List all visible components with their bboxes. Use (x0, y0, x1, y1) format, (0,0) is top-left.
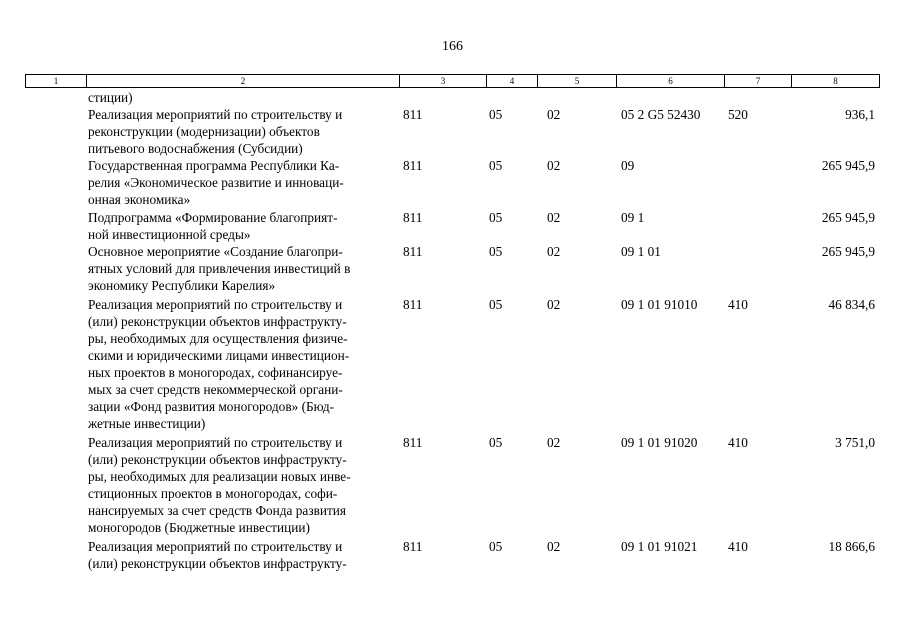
row-grbs: 811 (403, 107, 423, 122)
row-name: Реализация мероприятий по строительству и (или) реконструкции объектов инфраструкту- ры, необходимых для реализации новых инве- стиционных проектов в моногородах, софи- нансируемых за счет средств Фонда развития моногородов (Бюджетные инвестиции) (88, 435, 351, 535)
row-name: Реализация мероприятий по строительству и (или) реконструкции объектов инфраструкту- (88, 539, 347, 571)
row-pr: 02 (547, 158, 561, 173)
row-grbs: 811 (403, 539, 423, 554)
row-rz: 05 (489, 158, 503, 173)
row-vr: 410 (728, 297, 748, 312)
row-grbs: 811 (403, 210, 423, 225)
row-grbs: 811 (403, 244, 423, 259)
row-name: Государственная программа Республики Ка- релия «Экономическое развитие и инноваци- онная экономика» (88, 158, 344, 207)
row-rz: 05 (489, 297, 503, 312)
row-pr: 02 (547, 107, 561, 122)
page-number: 166 (442, 39, 463, 54)
header-cell-6: 6 (616, 75, 724, 87)
row-pr: 02 (547, 539, 561, 554)
row-pr: 02 (547, 210, 561, 225)
row-csr: 09 1 01 91010 (621, 297, 698, 312)
row-sum: 46 834,6 (828, 297, 875, 312)
row-name: Основное мероприятие «Создание благопри- ятных условий для привлечения инвестиций в экономику Республики Карелия» (88, 244, 351, 293)
row-grbs: 811 (403, 435, 423, 450)
row-vr: 410 (728, 435, 748, 450)
row-csr: 09 1 01 91021 (621, 539, 698, 554)
row-csr: 09 1 (621, 210, 645, 225)
row-name: Реализация мероприятий по строительству и (или) реконструкции объектов инфраструкту- ры, необходимых для осуществления физиче- скими и юридическими лицами инвестицион- ных проектов в моногородах, софинансируе- мых за счет средств некоммерческой органи- зации «Фонд развития моногородов» (Бюд- жетные инвестиции) (88, 297, 350, 431)
row-sum: 265 945,9 (821, 158, 875, 173)
row-vr: 410 (728, 539, 748, 554)
header-cell-1: 1 (53, 76, 59, 86)
row-sum: 265 945,9 (821, 210, 875, 225)
row-grbs: 811 (403, 158, 423, 173)
row-csr: 09 (621, 158, 635, 173)
table-header (25, 74, 880, 88)
row-sum: 18 866,6 (828, 539, 875, 554)
header-cell-2: 2 (86, 75, 399, 87)
row-sum: 265 945,9 (821, 244, 875, 259)
row-pr: 02 (547, 297, 561, 312)
row-name: Подпрограмма «Формирование благоприят- ной инвестиционной среды» (88, 210, 338, 242)
row-rz: 05 (489, 435, 503, 450)
row-csr: 09 1 01 (621, 244, 661, 259)
row-rz: 05 (489, 244, 503, 259)
header-cell-3: 3 (399, 75, 486, 87)
row-pr: 02 (547, 244, 561, 259)
row-sum: 3 751,0 (835, 435, 875, 450)
header-cell-7: 7 (724, 75, 791, 87)
header-cell-8: 8 (791, 75, 879, 87)
row-csr: 09 1 01 91020 (621, 435, 698, 450)
header-cell-5: 5 (537, 75, 616, 87)
row-vr: 520 (728, 107, 748, 122)
row-pr: 02 (547, 435, 561, 450)
row-rz: 05 (489, 539, 503, 554)
row-name: стиции) (88, 90, 133, 105)
row-rz: 05 (489, 210, 503, 225)
header-cell-4: 4 (486, 75, 537, 87)
row-name: Реализация мероприятий по строительству и реконструкции (модернизации) объектов питьевого водоснабжения (Субсидии) (88, 107, 343, 156)
row-rz: 05 (489, 107, 503, 122)
row-sum: 936,1 (845, 107, 875, 122)
row-csr: 05 2 G5 52430 (621, 107, 701, 122)
row-grbs: 811 (403, 297, 423, 312)
